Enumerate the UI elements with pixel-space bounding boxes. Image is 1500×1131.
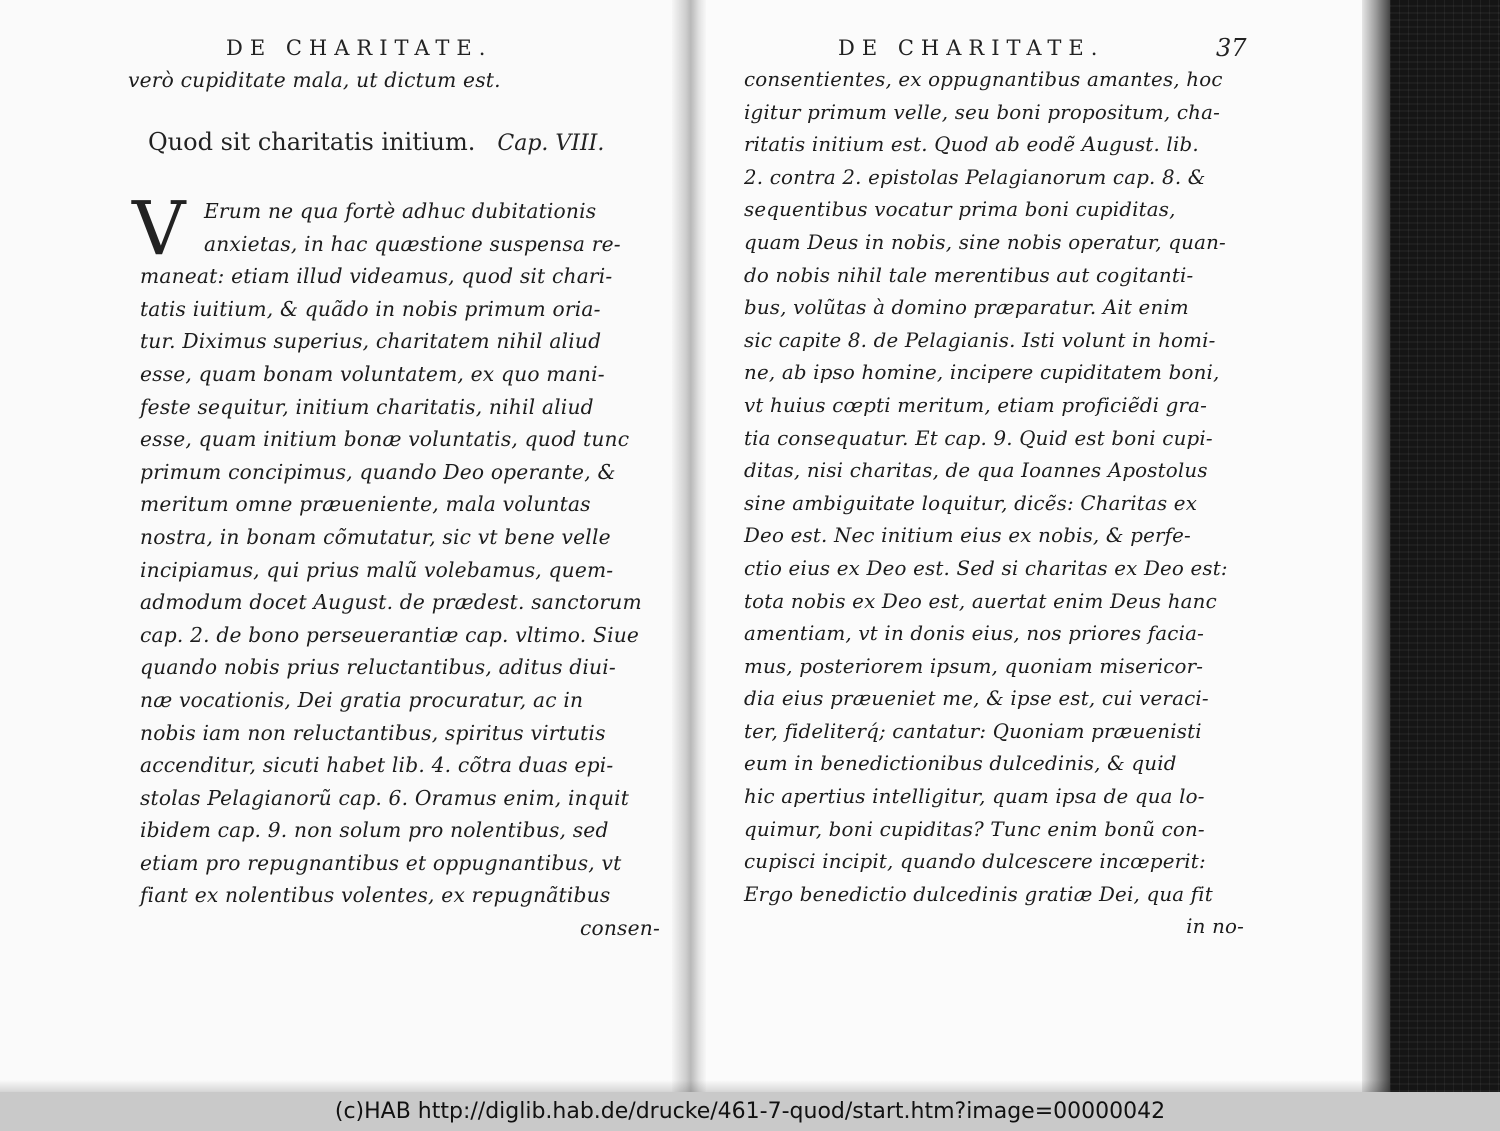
text-line: esse, quam bonam voluntatem, ex quo mani- (140, 361, 605, 386)
text-line: incipiamus, qui prius malũ volebamus, quem- (140, 557, 614, 582)
text-line: etiam pro repugnantibus et oppugnantibus, vt (140, 850, 622, 875)
text-line: dia eius præueniet me, & ipse est, cui veraci- (744, 687, 1209, 711)
text-line: Deo est. Nec initium eius ex nobis, & perfe- (744, 524, 1191, 548)
text-line: stolas Pelagianorũ cap. 6. Oramus enim, inquit (140, 785, 630, 810)
text-line: bus, volũtas à domino præparatur. Ait enim (744, 296, 1189, 320)
text-line: meritum omne præueniente, mala voluntas (140, 492, 591, 517)
text-line: amentiam, vt in donis eius, nos priores facia- (744, 622, 1204, 646)
left-top-line-block (128, 64, 501, 97)
text-line: ibidem cap. 9. non solum pro nolentibus, sed (140, 818, 609, 843)
text-line: Ergo benedictio dulcedinis gratiæ Dei, qua fit (744, 882, 1213, 906)
text-line: tota nobis ex Deo est, auertat enim Deus hanc (744, 589, 1217, 613)
catchword: consen- (580, 916, 660, 941)
text-line: quam Deus in nobis, sine nobis operatur, quan- (744, 230, 1226, 254)
text-line: Erum ne qua fortè adhuc dubitationis (204, 199, 597, 223)
bottom-shadow (0, 1080, 1390, 1092)
text-line: ne, ab ipso homine, incipere cupiditatem boni, (744, 361, 1220, 385)
text-line: cupisci incipit, quando dulcescere incœperit: (744, 850, 1206, 874)
text-line: quando nobis prius reluctantibus, aditus diui- (140, 655, 616, 680)
chapter-heading (148, 128, 604, 156)
text-line: accenditur, sicuti habet lib. 4. cõtra duas epi- (140, 753, 614, 778)
catchword: in no- (1186, 915, 1244, 939)
chapter-title: Quod sit charitatis initium. (148, 128, 476, 156)
text-line: sic capite 8. de Pelagianis. Isti volunt in homi- (744, 328, 1216, 352)
text-line: sequentibus vocatur prima boni cupiditas, (744, 198, 1176, 222)
text-line: anxietas, in hac quæstione suspensa re- (204, 231, 621, 256)
text-line: fiant ex nolentibus volentes, ex repugnãtibus (140, 883, 611, 908)
text-line: maneat: etiam illud videamus, quod sit chari- (140, 264, 613, 289)
text-line: tur. Diximus superius, charitatem nihil aliud (140, 329, 602, 354)
text-line: ter, fideliterq́; cantatur: Quoniam præuenisti (744, 719, 1202, 743)
right-running-head: DE CHARITATE. (838, 36, 1105, 60)
text-line: tia consequatur. Et cap. 9. Quid est boni cupi- (744, 426, 1213, 450)
text-line: ctio eius ex Deo est. Sed si charitas ex Deo est: (744, 556, 1228, 580)
text-line: ritatis initium est. Quod ab eodẽ August. lib. (744, 133, 1199, 157)
text-line: do nobis nihil tale merentibus aut cogitanti- (744, 263, 1194, 287)
text-line: tatis iuitium, & quãdo in nobis primum oria- (140, 296, 601, 321)
folio-number: 37 (1216, 34, 1247, 62)
book-gutter (672, 0, 706, 1092)
text-line: nobis iam non reluctantibus, spiritus virtutis (140, 720, 606, 745)
text-line: esse, quam initium bonæ voluntatis, quod tunc (140, 427, 630, 452)
left-running-head: DE CHARITATE. (226, 36, 493, 60)
page-edge-shadow (1362, 0, 1390, 1092)
text-line: eum in benedictionibus dulcedinis, & quid (744, 752, 1177, 776)
text-line: nostra, in bonam cõmutatur, sic vt bene velle (140, 524, 611, 549)
text-line: consentientes, ex oppugnantibus amantes, hoc (744, 68, 1223, 91)
chapter-number: Cap. VIII. (497, 131, 605, 156)
copyright-footer (0, 1092, 1500, 1131)
footer-text: (c)HAB http://diglib.hab.de/drucke/461-7-quod/start.htm?image=00000042 (334, 1099, 1166, 1124)
text-line: hic apertius intelligitur, quam ipsa de qua lo- (744, 785, 1205, 809)
text-line: admodum docet August. de prædest. sanctorum (140, 590, 642, 615)
decorated-initial: V (132, 186, 186, 272)
text-line: ditas, nisi charitas, de qua Ioannes Apostolus (744, 459, 1208, 483)
text-line: sine ambiguitate loquitur, dicẽs: Charitas ex (744, 491, 1198, 515)
text-line: primum concipimus, quando Deo operante, & (140, 459, 616, 484)
left-body-text (140, 195, 660, 945)
text-line: vt huius cœpti meritum, etiam proficiẽdi gra- (744, 393, 1208, 417)
left-top-line: verò cupiditate mala, ut dictum est. (128, 68, 501, 92)
text-line: mus, posteriorem ipsum, quoniam misericor- (744, 654, 1204, 678)
text-line: igitur primum velle, seu boni propositum, cha- (744, 100, 1220, 124)
text-line: cap. 2. de bono perseuerantiæ cap. vltimo. Siue (140, 622, 640, 647)
text-line: feste sequitur, initium charitatis, nihil aliud (140, 394, 594, 419)
right-body-text (744, 64, 1244, 944)
text-line: næ vocationis, Dei gratia procuratur, ac in (140, 687, 584, 712)
scan-background-strip (1390, 0, 1500, 1092)
text-line: 2. contra 2. epistolas Pelagianorum cap. 8. & (744, 165, 1206, 189)
text-line: quimur, boni cupiditas? Tunc enim bonũ con- (744, 817, 1205, 841)
